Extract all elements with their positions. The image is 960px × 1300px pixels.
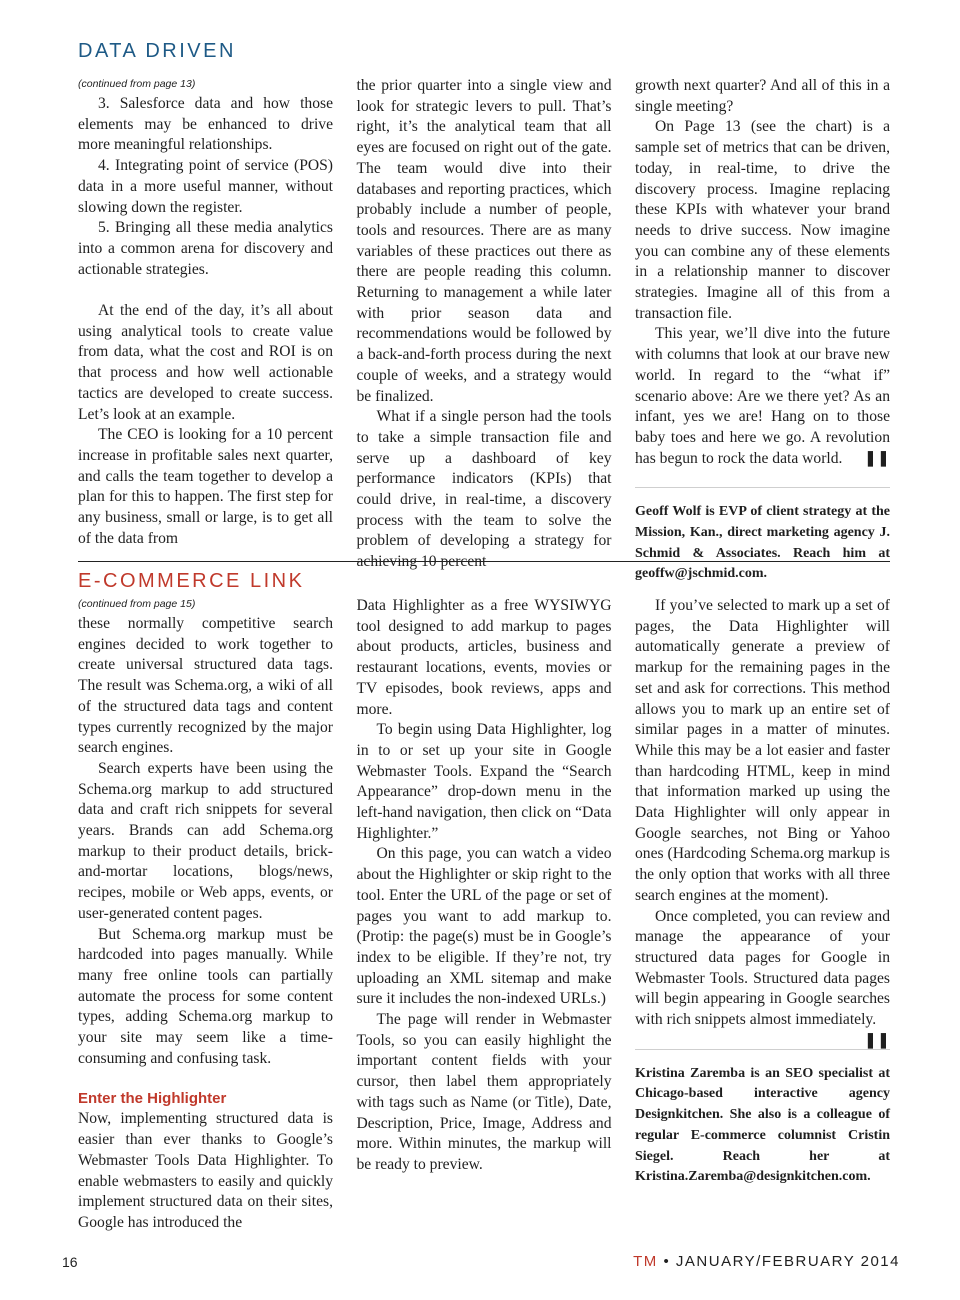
continued-from-label: (continued from page 13): [78, 78, 196, 90]
author-bio: [635, 1049, 890, 1188]
paragraph: On this page, you can watch a video about the Highlighter or skip right to the tool. Enter the URL of the page or set of pages you want to add markup to. (Protip: the page(s) must be in Google’s index to be eligible. If they’re not, try uploading an XML sitemap and make sure it includes the non-indexed URLs.): [356, 845, 612, 1008]
data-driven-column-3: [635, 76, 890, 585]
ecommerce-column-1: [78, 596, 333, 1234]
author-bio-text: Kristina Zaremba is an SEO specialist at Chicago-based interactive agency Designkitchen. She also is a colleague of regular E-commerce columnist Cristin Siegel. Reach her at Kristina.Zaremba@designkitchen.com.: [635, 1065, 890, 1185]
paragraph: these normally competitive search engines decided to work together to create universal structured data tags. The result was Schema.org, a wiki of all of the structured data tags and content types currently recognized by the major search engines.: [78, 615, 333, 757]
paragraph: The CEO is looking for a 10 percent increase in profitable sales next quarter, and calls the team together to develop a plan for this to happen. The first step for any business, small or large, is to get all of the data from: [78, 426, 333, 547]
paragraph: If you’ve selected to mark up a set of pages, the Data Highlighter will automatically generate a preview of markup for the remaining pages in the set and ask for corrections. This method allows you to mark up an entire set of similar pages in a matter of minutes. While this may be a lot easier and faster than hardcoding HTML, keep in mind that information marked up using the Data Highlighter will only appear in Google searches, not Bing or Yahoo ones (Hardcoding Schema.org markup is the only option that works with all three search engines at the moment).: [635, 597, 890, 904]
paragraph: Now, implementing structured data is easier than ever thanks to Google’s Webmaster Tools Data Highlighter. To enable webmasters to easily and quickly implement structured data on their sites, Google has introduced the: [78, 1110, 333, 1231]
end-mark-icon: ❚❚: [863, 449, 890, 467]
paragraph: growth next quarter? And all of this in a single meeting?: [635, 77, 890, 115]
paragraph-text: Once completed, you can review and manage the appearance of your structured data pages for Google in Webmaster Tools. Structured data pages will begin appearing in Google searches with rich snippets almost immediately.: [635, 907, 890, 1029]
data-driven-column-2: [357, 76, 612, 585]
paragraph: Data Highlighter as a free WYSIWYG tool designed to add markup to pages about products, articles, business and restaurant locations, events, movies or TV episodes, book reviews, apps and more.: [356, 597, 612, 718]
paragraph: The page will render in Webmaster Tools, so you can easily highlight the important content fields with your cursor, then label them appropriately with tags such as Name (or Title), Date, Description, Price, Image, Address and more. Within minutes, the markup will be ready to preview.: [356, 1011, 612, 1173]
paragraph: Search experts have been using the Schema.org markup to add structured data and craft rich snippets for several years. Brands can add Schema.org markup to their product details, brick-and-mortar locations, blogs/news, recipes, mobile or Web apps, events, or user-generated content pages.: [78, 759, 333, 922]
page-number: 16: [62, 1254, 78, 1270]
paragraph-text: This year, we’ll dive into the future with columns that look at our brave new world. In regard to the “what if” scenario above: Are we there yet? As an infant, yes we are! Hang on to those baby toes and here we go. A revolution has begun to rock the data world.: [635, 325, 890, 467]
ecommerce-columns: [78, 596, 890, 1234]
paragraph: To begin using Data Highlighter, log in to or set up your site in Google Webmaster Tools. Expand the “Search Appearance” drop-down menu in the left-hand navigation, then click on “Data Highlighter.”: [356, 721, 612, 842]
issue-date: JANUARY/FEBRUARY 2014: [675, 1253, 900, 1270]
subheading: Enter the Highlighter: [78, 1090, 227, 1108]
ecommerce-link-title: E-COMMERCE LINK: [78, 570, 305, 592]
author-bio-text: Geoff Wolf is EVP of client strategy at the Mission, Kan., direct marketing agency J. Schmid & Associates. Reach him at geoffw@jschmid.com.: [635, 504, 890, 582]
issue-footer: [633, 1253, 900, 1270]
data-driven-columns: [78, 76, 890, 585]
section-divider: [78, 561, 890, 562]
paragraph: [635, 324, 890, 469]
ecommerce-column-3: [635, 596, 890, 1234]
paragraph: 5. Bringing all these media analytics into a common arena for discovery and actionable strategies.: [78, 219, 333, 278]
continued-from-label: (continued from page 15): [78, 598, 196, 610]
paragraph: 4. Integrating point of service (POS) data in a more useful manner, without slowing down the register.: [78, 157, 333, 216]
magazine-name: TM: [633, 1253, 658, 1270]
paragraph: What if a single person had the tools to take a simple transaction file and serve up a dashboard of key performance indicators (KPIs) that could drive, in real-time, a discovery process with the team to solve the problem of developing a strategy for achieving 10 percent: [356, 408, 612, 571]
paragraph: the prior quarter into a single view and look for strategic levers to pull. That’s right, it’s the analytical team that all eyes are focused on right out of the gate. The team would dive into their databases and reporting practices, which probably include a number of people, tools and resources. There are as many variables of these practices out there as there are people reading this column. Returning to management a while later with prior season data and recommendations would be followed by a back-and-forth process during the next couple of weeks, and a strategy would be finalized.: [356, 77, 612, 405]
paragraph: 3. Salesforce data and how those elements may be enhanced to drive more meaningful relationships.: [78, 95, 333, 154]
author-bio: [635, 487, 890, 585]
paragraph: But Schema.org markup must be hardcoded into pages manually. While many free online tools can partially automate the process for some content types, adding Schema.org markup to your site may seem like a time-consuming and confusing task.: [78, 925, 333, 1067]
paragraph: On Page 13 (see the chart) is a sample set of metrics that can be driven, today, in real-time, to drive the discovery process. Imagine replacing these KPIs with whatever your brand needs to drive success. Now imagine you can combine any of these elements in a relationship manner to discover strategies. Imagine all of this from a transaction file.: [635, 118, 890, 322]
ecommerce-column-2: [357, 596, 612, 1234]
end-mark-icon: ❚❚: [863, 1031, 890, 1049]
data-driven-column-1: [78, 76, 333, 585]
paragraph: At the end of the day, it’s all about using analytical tools to create value from data, what the cost and ROI is on that process and how well actionable tactics are developed to create success. Let’s look at an example.: [78, 302, 333, 423]
footer-bullet: •: [663, 1253, 671, 1270]
data-driven-title: DATA DRIVEN: [78, 40, 236, 62]
paragraph: [635, 907, 890, 1049]
